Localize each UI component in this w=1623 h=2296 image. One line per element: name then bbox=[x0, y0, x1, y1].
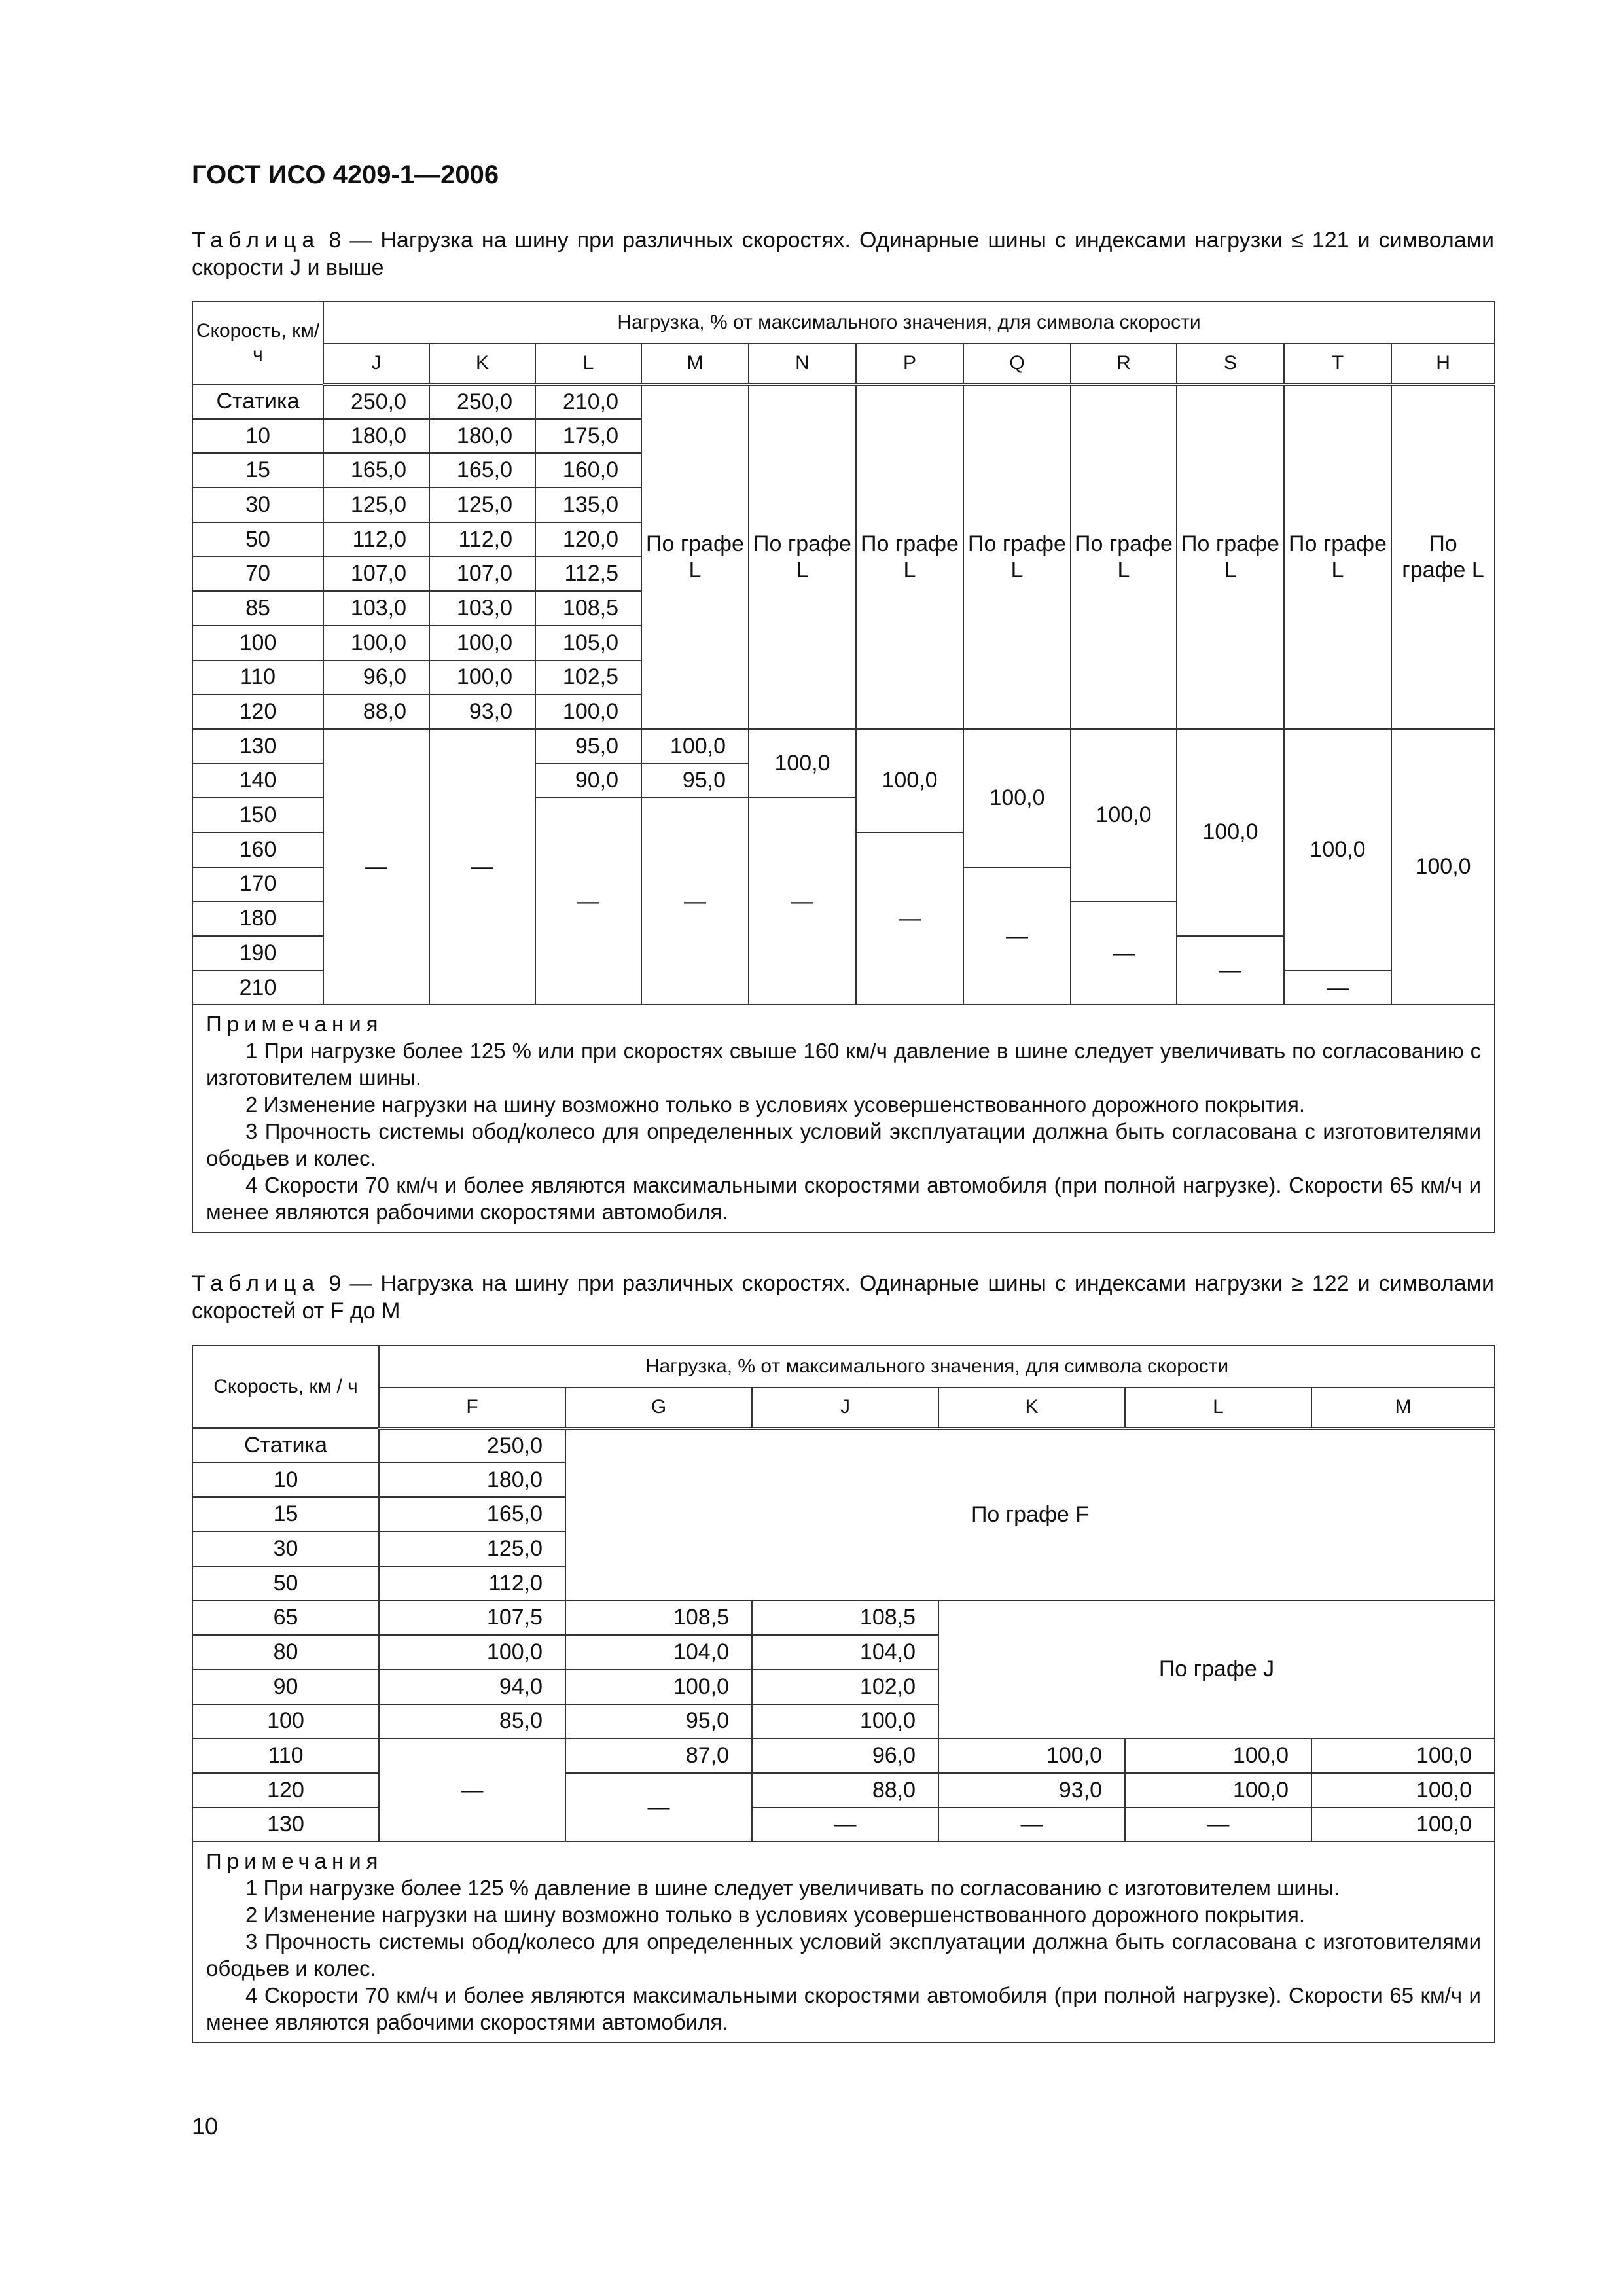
value-cell: 112,0 bbox=[379, 1566, 565, 1601]
value-cell: 100,0 bbox=[565, 1670, 752, 1704]
value-cell: 100,0 bbox=[323, 626, 429, 660]
dash-cell: — bbox=[856, 833, 963, 1005]
value-cell: 250,0 bbox=[379, 1428, 565, 1463]
value-cell: 107,0 bbox=[323, 556, 429, 591]
value-cell: 104,0 bbox=[752, 1635, 938, 1670]
value-cell: 100,0 bbox=[1125, 1738, 1311, 1773]
value-cell: 120,0 bbox=[535, 522, 641, 557]
value-cell: 125,0 bbox=[323, 488, 429, 522]
notes-title: Примечания bbox=[206, 1849, 383, 1874]
value-cell: 100,0 bbox=[1391, 729, 1495, 1005]
speed-cell: 180 bbox=[192, 901, 323, 936]
value-cell: 100,0 bbox=[1125, 1773, 1311, 1808]
caption-lead: Таблица bbox=[192, 1271, 321, 1296]
symbol-header: Q bbox=[963, 344, 1071, 384]
speed-cell: 15 bbox=[192, 1497, 379, 1532]
symbol-header: M bbox=[641, 344, 749, 384]
note-item: 3 Прочность системы обод/колесо для определенных условий эксплуатации должна быть согласована с изготовителями ободьев и колес. bbox=[206, 1929, 1481, 1981]
load-header: Нагрузка, % от максимального значения, для символа скорости bbox=[323, 302, 1495, 344]
value-cell: 100,0 bbox=[1071, 729, 1177, 901]
value-cell: 100,0 bbox=[1311, 1738, 1495, 1773]
note-item: 4 Скорости 70 км/ч и более являются максимальными скоростями автомобиля (при полной нагрузке). Скорости 65 км/ч и менее являются рабочими скоростями автомобиля. bbox=[206, 1173, 1482, 1225]
table-8 bbox=[192, 301, 1495, 1233]
value-cell: 135,0 bbox=[535, 488, 641, 522]
dash-cell: — bbox=[429, 729, 535, 1005]
dash-cell: — bbox=[1125, 1808, 1311, 1842]
value-cell: 90,0 bbox=[535, 764, 641, 798]
speed-cell: Статика bbox=[192, 384, 323, 419]
value-cell: 100,0 bbox=[749, 729, 856, 798]
dash-cell: — bbox=[1177, 936, 1284, 1005]
dash-cell: — bbox=[1284, 971, 1391, 1005]
value-cell: 165,0 bbox=[379, 1497, 565, 1532]
value-cell: 112,5 bbox=[535, 556, 641, 591]
speed-cell: 160 bbox=[192, 833, 323, 867]
value-cell: 125,0 bbox=[429, 488, 535, 522]
speed-cell: 30 bbox=[192, 1532, 379, 1566]
symbol-header: J bbox=[323, 344, 429, 384]
table9-notes bbox=[192, 1842, 1495, 2043]
value-cell: 107,0 bbox=[429, 556, 535, 591]
symbol-header: N bbox=[749, 344, 856, 384]
speed-cell: 210 bbox=[192, 971, 323, 1005]
value-cell: 100,0 bbox=[429, 626, 535, 660]
symbol-header: L bbox=[535, 344, 641, 384]
note-item: 1 При нагрузке более 125 % или при скоростях свыше 160 км/ч давление в шине следует увеличивать по согласованию с изготовителем шины. bbox=[206, 1039, 1482, 1090]
value-cell: 180,0 bbox=[323, 419, 429, 454]
speed-cell: 90 bbox=[192, 1670, 379, 1704]
dash-cell: — bbox=[641, 798, 749, 1005]
table-9 bbox=[192, 1345, 1495, 2043]
value-cell: 100,0 bbox=[856, 729, 963, 833]
speed-cell: 10 bbox=[192, 419, 323, 454]
value-cell: 96,0 bbox=[752, 1738, 938, 1773]
value-cell: 108,5 bbox=[565, 1600, 752, 1635]
value-cell: 95,0 bbox=[641, 764, 749, 798]
value-cell: 107,5 bbox=[379, 1600, 565, 1635]
value-cell: 100,0 bbox=[752, 1704, 938, 1739]
value-cell: 175,0 bbox=[535, 419, 641, 454]
symbol-header: J bbox=[752, 1388, 938, 1428]
value-cell: 100,0 bbox=[938, 1738, 1125, 1773]
speed-cell: 130 bbox=[192, 1808, 379, 1842]
caption-lead: Таблица bbox=[192, 228, 321, 253]
value-cell: 103,0 bbox=[323, 591, 429, 626]
see-column-l: По графе L bbox=[1177, 384, 1284, 729]
dash-cell: — bbox=[963, 867, 1071, 1005]
value-cell: 100,0 bbox=[429, 660, 535, 695]
dash-cell: — bbox=[1071, 901, 1177, 1005]
value-cell: 94,0 bbox=[379, 1670, 565, 1704]
value-cell: 165,0 bbox=[323, 453, 429, 488]
value-cell: 100,0 bbox=[963, 729, 1071, 867]
see-column-l: По графе L bbox=[749, 384, 856, 729]
table9-caption bbox=[192, 1270, 1494, 1325]
value-cell: 100,0 bbox=[1311, 1808, 1495, 1842]
value-cell: 180,0 bbox=[379, 1463, 565, 1498]
value-cell: 95,0 bbox=[565, 1704, 752, 1739]
see-column-f: По графе F bbox=[565, 1428, 1495, 1600]
note-item: 3 Прочность системы обод/колесо для определенных условий эксплуатации должна быть согласована с изготовителями ободьев и колес. bbox=[206, 1119, 1482, 1171]
speed-cell: Статика bbox=[192, 1428, 379, 1463]
table8-caption bbox=[192, 226, 1494, 281]
value-cell: 88,0 bbox=[752, 1773, 938, 1808]
see-column-j: По графе J bbox=[938, 1600, 1495, 1738]
value-cell: 180,0 bbox=[429, 419, 535, 454]
dash-cell: — bbox=[752, 1808, 938, 1842]
notes-title: Примечания bbox=[206, 1012, 383, 1037]
value-cell: 100,0 bbox=[535, 694, 641, 729]
value-cell: 100,0 bbox=[379, 1635, 565, 1670]
symbol-header: P bbox=[856, 344, 963, 384]
value-cell: 105,0 bbox=[535, 626, 641, 660]
speed-header: Скорость, км / ч bbox=[192, 1346, 379, 1428]
value-cell: 103,0 bbox=[429, 591, 535, 626]
symbol-header: G bbox=[565, 1388, 752, 1428]
speed-cell: 50 bbox=[192, 522, 323, 557]
value-cell: 108,5 bbox=[752, 1600, 938, 1635]
speed-cell: 70 bbox=[192, 556, 323, 591]
value-cell: 88,0 bbox=[323, 694, 429, 729]
symbol-header: K bbox=[429, 344, 535, 384]
value-cell: 100,0 bbox=[641, 729, 749, 764]
dash-cell: — bbox=[749, 798, 856, 1005]
speed-cell: 120 bbox=[192, 1773, 379, 1808]
page-number: 10 bbox=[192, 2113, 219, 2140]
speed-cell: 100 bbox=[192, 1704, 379, 1739]
dash-cell: — bbox=[323, 729, 429, 1005]
value-cell: 250,0 bbox=[429, 384, 535, 419]
speed-header: Скорость, км/ч bbox=[192, 302, 323, 384]
note-item: 4 Скорости 70 км/ч и более являются максимальными скоростями автомобиля (при полной нагрузке). Скорости 65 км/ч и менее являются рабочими скоростями автомобиля. bbox=[206, 1983, 1481, 2035]
see-column-l: По графе L bbox=[963, 384, 1071, 729]
speed-cell: 80 bbox=[192, 1635, 379, 1670]
value-cell: 210,0 bbox=[535, 384, 641, 419]
speed-cell: 10 bbox=[192, 1463, 379, 1498]
see-column-l: По графе L bbox=[1284, 384, 1391, 729]
speed-cell: 110 bbox=[192, 1738, 379, 1773]
value-cell: 108,5 bbox=[535, 591, 641, 626]
speed-cell: 150 bbox=[192, 798, 323, 833]
value-cell: 93,0 bbox=[938, 1773, 1125, 1808]
see-column-l: По графе L bbox=[856, 384, 963, 729]
symbol-header: F bbox=[379, 1388, 565, 1428]
value-cell: 100,0 bbox=[1311, 1773, 1495, 1808]
value-cell: 93,0 bbox=[429, 694, 535, 729]
value-cell: 112,0 bbox=[429, 522, 535, 557]
value-cell: 87,0 bbox=[565, 1738, 752, 1773]
speed-cell: 50 bbox=[192, 1566, 379, 1601]
see-column-l: По графе L bbox=[641, 384, 749, 729]
value-cell: 104,0 bbox=[565, 1635, 752, 1670]
symbol-header: S bbox=[1177, 344, 1284, 384]
value-cell: 250,0 bbox=[323, 384, 429, 419]
value-cell: 100,0 bbox=[1177, 729, 1284, 936]
symbol-header: M bbox=[1311, 1388, 1495, 1428]
note-item: 1 При нагрузке более 125 % давление в шине следует увеличивать по согласованию с изготовителем шины. bbox=[245, 1876, 1340, 1901]
value-cell: 96,0 bbox=[323, 660, 429, 695]
speed-cell: 65 bbox=[192, 1600, 379, 1635]
value-cell: 125,0 bbox=[379, 1532, 565, 1566]
dash-cell: — bbox=[379, 1738, 565, 1842]
speed-cell: 110 bbox=[192, 660, 323, 695]
value-cell: 100,0 bbox=[1284, 729, 1391, 971]
value-cell: 95,0 bbox=[535, 729, 641, 764]
speed-cell: 85 bbox=[192, 591, 323, 626]
note-item: 2 Изменение нагрузки на шину возможно только в условиях усовершенствованного дорожного покрытия. bbox=[245, 1092, 1305, 1117]
caption-text: 9 — Нагрузка на шину при различных скоростях. Одинарные шины с индексами нагрузки ≥ 122 и символами скоростей от F до M bbox=[192, 1271, 1494, 1323]
speed-cell: 170 bbox=[192, 867, 323, 902]
value-cell: 85,0 bbox=[379, 1704, 565, 1739]
dash-cell: — bbox=[938, 1808, 1125, 1842]
see-column-l: По графе L bbox=[1391, 384, 1495, 729]
caption-text: 8 — Нагрузка на шину при различных скоростях. Одинарные шины с индексами нагрузки ≤ 121 и символами скорости J и выше bbox=[192, 228, 1494, 280]
symbol-header: K bbox=[938, 1388, 1125, 1428]
table8-notes bbox=[192, 1005, 1495, 1232]
dash-cell: — bbox=[535, 798, 641, 1005]
speed-cell: 15 bbox=[192, 453, 323, 488]
speed-cell: 30 bbox=[192, 488, 323, 522]
value-cell: 112,0 bbox=[323, 522, 429, 557]
speed-cell: 190 bbox=[192, 936, 323, 971]
load-header: Нагрузка, % от максимального значения, для символа скорости bbox=[379, 1346, 1495, 1388]
value-cell: 102,5 bbox=[535, 660, 641, 695]
value-cell: 160,0 bbox=[535, 453, 641, 488]
symbol-header: T bbox=[1284, 344, 1391, 384]
value-cell: 102,0 bbox=[752, 1670, 938, 1704]
speed-cell: 100 bbox=[192, 626, 323, 660]
speed-cell: 130 bbox=[192, 729, 323, 764]
see-column-l: По графе L bbox=[1071, 384, 1177, 729]
symbol-header: R bbox=[1071, 344, 1177, 384]
note-item: 2 Изменение нагрузки на шину возможно только в условиях усовершенствованного дорожного покрытия. bbox=[245, 1903, 1305, 1928]
speed-cell: 140 bbox=[192, 764, 323, 798]
page-header: ГОСТ ИСО 4209-1—2006 bbox=[192, 160, 499, 189]
dash-cell: — bbox=[565, 1773, 752, 1842]
symbol-header: H bbox=[1391, 344, 1495, 384]
speed-cell: 120 bbox=[192, 694, 323, 729]
value-cell: 165,0 bbox=[429, 453, 535, 488]
symbol-header: L bbox=[1125, 1388, 1311, 1428]
